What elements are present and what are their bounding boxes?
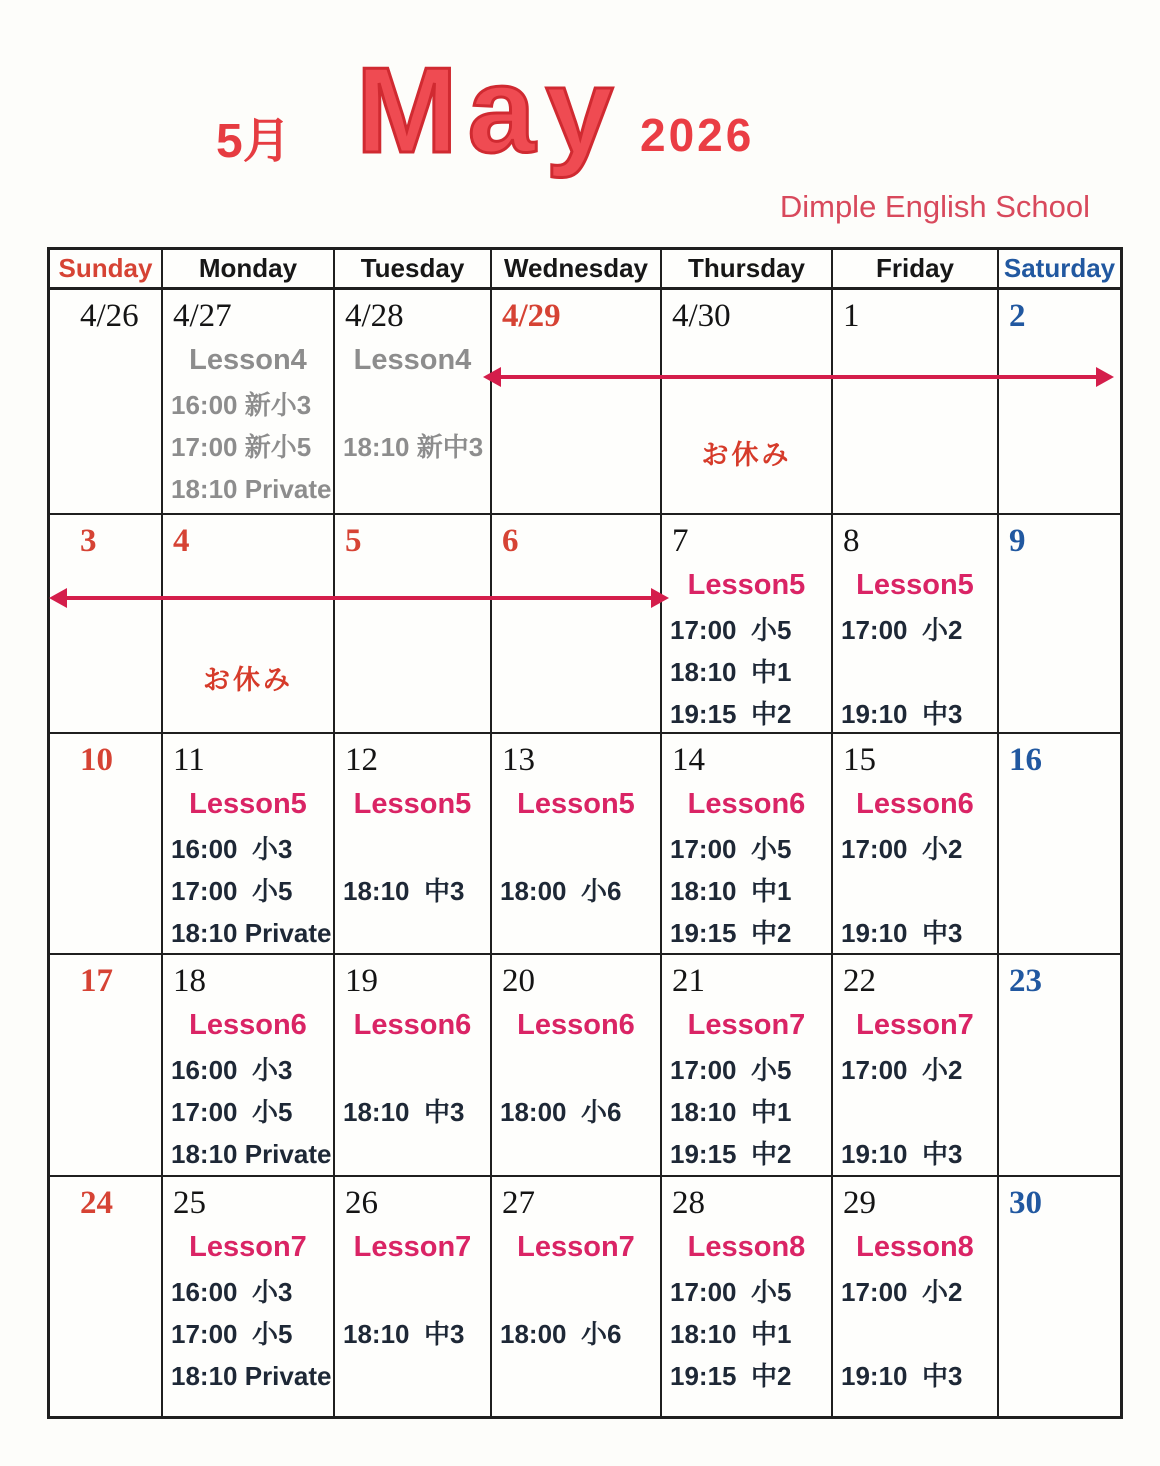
weekday-header-tuesday: Tuesday [335,250,492,290]
date-number: 17 [80,963,113,999]
date-number: 21 [672,963,705,999]
day-cell [833,1177,999,1416]
day-cell [492,955,662,1177]
date-number: 2 [1009,298,1026,334]
schedule-slot: 17:00 小2 [841,615,963,645]
date-number: 18 [173,963,206,999]
schedule-slot: 19:10 中3 [841,699,963,729]
day-cell [999,955,1120,1177]
holiday-arrow-week2 [66,596,652,600]
lesson-label: Lesson7 [517,1231,635,1263]
day-cell [163,734,335,955]
schedule-slot: 17:00 小2 [841,1055,963,1085]
day-cell [335,734,492,955]
schedule-slot [833,870,997,912]
schedule-slot [492,828,660,870]
lesson-label: Lesson5 [353,788,472,820]
schedule-slot: 17:00 小2 [841,1277,963,1307]
schedule-slot [492,1049,660,1091]
month-label-en: May [356,42,624,178]
day-cell [999,734,1120,955]
schedule-slot [492,1133,660,1175]
schedule-slot: 18:10 中1 [670,657,792,687]
day-cell [492,1177,662,1416]
lesson-label: Lesson6 [856,788,974,820]
schedule-slot: 18:10 中3 [343,876,465,906]
date-number: 1 [843,298,860,334]
schedule-slot [833,1091,997,1133]
schedule-slot: 17:00 小5 [171,1319,293,1349]
lesson-label: Lesson6 [517,1009,635,1041]
schedule-slot: 19:15 中2 [670,918,792,948]
schedule-slot [335,828,490,870]
schedule-slot: 18:10 Private [171,918,332,948]
date-number: 28 [672,1185,705,1221]
month-label-jp: 5月 [216,115,291,168]
day-cell [662,1177,833,1416]
date-number: 27 [502,1185,535,1221]
weekday-header-saturday: Saturday [999,250,1120,290]
day-cell [833,955,999,1177]
schedule-slot: 17:00 小5 [670,834,792,864]
day-cell [163,290,335,515]
schedule-slot [335,1049,490,1091]
holiday-label: お休み [203,665,293,695]
day-cell [335,1177,492,1416]
weekday-header-friday: Friday [833,250,999,290]
day-cell [492,734,662,955]
schedule-slot: 17:00 小5 [171,1097,293,1127]
day-cell [335,515,492,734]
schedule-slot: 17:00 小5 [171,876,293,906]
lesson-label: Lesson7 [856,1009,974,1041]
schedule-slot: 17:00 小5 [670,1055,792,1085]
schedule-slot: 18:10 中1 [670,876,792,906]
day-cell [662,290,833,515]
date-number: 13 [502,742,535,778]
day-cell [50,734,163,955]
schedule-slot: 16:00 新小3 [171,390,312,420]
lesson-label: Lesson5 [856,569,974,601]
date-number: 24 [80,1185,113,1221]
date-number: 4/27 [173,298,232,334]
lesson-label: Lesson4 [353,344,472,376]
schedule-slot [335,468,490,510]
schedule-slot [492,912,660,954]
schedule-slot [492,1355,660,1397]
schedule-slot: 19:10 中3 [841,918,963,948]
day-cell [833,290,999,515]
day-cell [999,1177,1120,1416]
schedule-slot: 18:10 中3 [343,1097,465,1127]
date-number: 22 [843,963,876,999]
holiday-arrow-week1 [500,375,1097,379]
schedule-slot [335,384,490,426]
lesson-label: Lesson7 [687,1009,806,1041]
weekday-header-sunday: Sunday [50,250,163,290]
day-cell [50,955,163,1177]
schedule-slot: 17:00 新小5 [171,432,312,462]
day-cell [999,515,1120,734]
schedule-slot: 18:00 小6 [500,1319,622,1349]
date-number: 4/26 [80,298,139,334]
lesson-label: Lesson5 [687,569,806,601]
schedule-slot: 18:10 新中3 [343,432,484,462]
schedule-slot [335,1271,490,1313]
date-number: 23 [1009,963,1042,999]
lesson-label: Lesson6 [687,788,806,820]
date-number: 5 [345,523,362,559]
schedule-slot [335,1133,490,1175]
day-cell [662,955,833,1177]
lesson-label: Lesson5 [189,788,307,820]
day-cell [335,955,492,1177]
schedule-slot: 19:15 中2 [670,699,792,729]
weekday-header-wednesday: Wednesday [492,250,662,290]
date-number: 14 [672,742,705,778]
date-number: 12 [345,742,378,778]
day-cell [492,515,662,734]
schedule-slot [833,1313,997,1355]
day-cell [999,290,1120,515]
schedule-slot: 17:00 小5 [670,615,792,645]
day-cell [50,1177,163,1416]
date-number: 26 [345,1185,378,1221]
schedule-slot [492,1271,660,1313]
date-number: 4/30 [672,298,731,334]
school-name: Dimple English School [779,189,1090,224]
lesson-label: Lesson8 [856,1231,974,1263]
holiday-label: お休み [701,440,792,470]
schedule-slot: 16:00 小3 [171,834,293,864]
schedule-slot [335,912,490,954]
date-number: 6 [502,523,519,559]
day-cell [50,515,163,734]
date-number: 30 [1009,1185,1042,1221]
day-cell [163,955,335,1177]
schedule-slot: 19:15 中2 [670,1139,792,1169]
lesson-label: Lesson8 [687,1231,806,1263]
schedule-slot: 17:00 小2 [841,834,963,864]
date-number: 8 [843,523,860,559]
date-number: 10 [80,742,113,778]
date-number: 3 [80,523,97,559]
schedule-slot: 18:10 Private [171,1139,332,1169]
weekday-header-thursday: Thursday [662,250,833,290]
schedule-slot: 18:00 小6 [500,1097,622,1127]
year-label: 2026 [640,109,755,161]
schedule-slot [833,651,997,693]
date-number: 15 [843,742,876,778]
lesson-label: Lesson7 [353,1231,472,1263]
schedule-slot [335,1355,490,1397]
date-number: 9 [1009,523,1026,559]
date-number: 11 [173,742,205,778]
day-cell [833,734,999,955]
day-cell [662,734,833,955]
schedule-slot: 18:10 中1 [670,1319,792,1349]
day-cell [662,515,833,734]
schedule-slot: 18:10 中3 [343,1319,465,1349]
schedule-slot: 18:00 小6 [500,876,622,906]
schedule-slot: 19:10 中3 [841,1139,963,1169]
day-cell [833,515,999,734]
lesson-label: Lesson6 [189,1009,307,1041]
day-cell [50,290,163,515]
schedule-slot: 16:00 小3 [171,1277,293,1307]
schedule-slot: 18:10 Private [171,1361,332,1391]
schedule-slot: 19:15 中2 [670,1361,792,1391]
date-number: 25 [173,1185,206,1221]
weekday-header-monday: Monday [163,250,335,290]
day-cell [335,290,492,515]
schedule-slot: 19:10 中3 [841,1361,963,1391]
lesson-label: Lesson7 [189,1231,307,1263]
date-number: 19 [345,963,378,999]
date-number: 29 [843,1185,876,1221]
lesson-label: Lesson6 [353,1009,472,1041]
calendar-grid [47,247,1123,1419]
lesson-label: Lesson5 [517,788,635,820]
schedule-slot: 18:10 中1 [670,1097,792,1127]
date-number: 20 [502,963,535,999]
schedule-slot: 17:00 小5 [670,1277,792,1307]
schedule-slot: 18:10 Private [171,474,332,504]
day-cell [163,1177,335,1416]
schedule-slot: 16:00 小3 [171,1055,293,1085]
lesson-label: Lesson4 [189,344,307,376]
date-number: 4 [173,523,190,559]
day-cell [163,515,335,734]
date-number: 7 [672,523,689,559]
day-cell [492,290,662,515]
date-number: 16 [1009,742,1042,778]
date-number: 4/29 [502,298,561,334]
date-number: 4/28 [345,298,404,334]
